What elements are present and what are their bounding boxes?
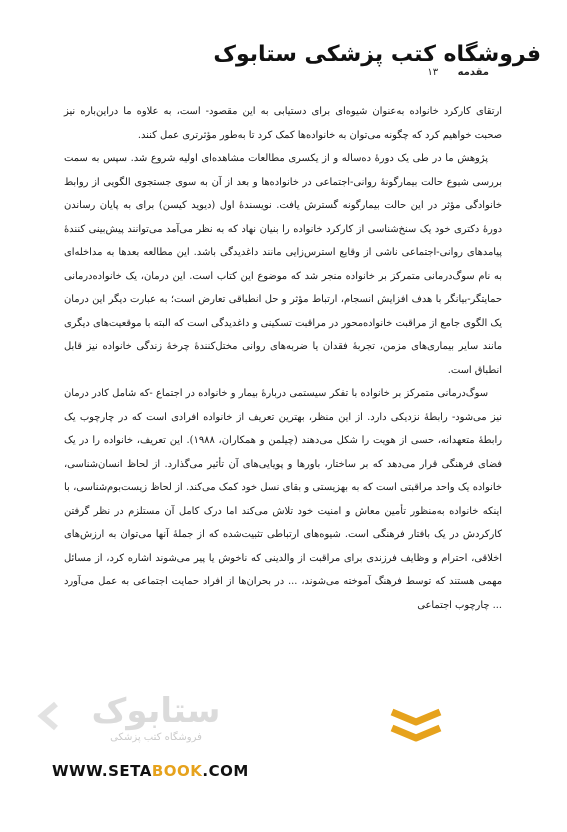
- watermark-logo: [36, 686, 266, 746]
- footer-url-suffix: .COM: [202, 762, 249, 780]
- footer-url: [52, 762, 249, 780]
- watermark-brand: ستابوک: [91, 691, 221, 731]
- watermark-tagline: فروشگاه کتب پزشکی: [110, 732, 202, 743]
- section-title: مقدمه: [457, 67, 489, 78]
- paragraph-3: سوگ‌درمانی متمرکز بر خانواده با تفکر سیستمی دربارهٔ بیمار و خانواده در اجتماع -که شامل کادر درمان نیز می‌شود- رابطهٔ نزدیکی دارد. از این منظر، بهترین تعریف از خانواده افرادی است که در چارچوب یک رابطهٔ متعهدانه، حسی از هویت را شکل می‌دهند (چیلمن و همکاران، ۱۹۸۸). این تعریف، خانواده را در یک فضای فرهنگی قرار می‌دهد که بر ساختار، باورها و پویایی‌های آن تأثیر می‌گذارد. از لحاظ انسان‌شناسی، خانواده یک واحد مراقبتی است که به بهزیستی و بقای نسل خود کمک می‌کند. از لحاظ زیست‌بوم‌شناسی، با اینکه خانواده به‌منظور تأمین معاش و امنیت خود تلاش می‌کند اما درک کامل آن مستلزم در نظر گرفتن کارکردش در یک بافتار فرهنگی است. شیوه‌های ارتباطی تثبیت‌شده که از جملهٔ آنها می‌توان به ارزش‌های اخلاقی، احترام و وظایف فرزندی برای مراقبت از والدینی که ناخوش یا پیر می‌شوند اشاره کرد، از مسائل مهمی هستند که توسط فرهنگ آموخته می‌شوند، ... در بحران‌ها از افراد حمایت اجتماعی به عمل می‌آورد ... چارچوب اجتماعی: [64, 388, 502, 611]
- page-number: ۱۳: [427, 67, 439, 78]
- footer-url-prefix: WWW.SETA: [52, 762, 152, 780]
- paragraph-2: پژوهش ما در طی یک دورهٔ ده‌ساله و از یکسری مطالعات مشاهده‌ای اولیه شروع شد. سپس به سمت بررسی شیوع حالت بیمارگونهٔ روانی-اجتماعی در خانواده‌ها و بعد از آن به سوی جستجوی الگویی از روابط خانوادگی مؤثر در این حالت بیمارگونه گسترش یافت. نویسندهٔ اول (دیوید کیسن) برای به پایان رساندن دورهٔ دکتری خود یک سنخ‌شناسی از کارکرد خانواده را بنیان نهاد که به نظر می‌آمد می‌توانند پیش‌بینی کنندهٔ پیامدهای روانی-اجتماعی ناشی از وقایع استرس‌زایی مانند داغدیدگی باشد. این مطالعه بعدها به مداخله‌ای به نام سوگ‌درمانی متمرکز بر خانواده منجر شد که موضوع این کتاب است. این درمان، یک خانواده‌درمانی حمایتگر-بیانگر با هدف افزایش انسجام، ارتباط مؤثر و حل انطباقی تعارض است؛ به عبارت دیگر این درمان یک الگوی جامع از مراقبت خانواده‌محور در مراقبت تسکینی و داغدیدگی است که البته با موقعیت‌های دیگری مانند سایر بیماری‌های مزمن، تجربهٔ فقدان یا ضربه‌های روانی مختل‌کنندهٔ چرخهٔ زندگی خانواده نیز قابل انطباق است.: [64, 153, 502, 376]
- store-title: فروشگاه کتب پزشکی ستابوک: [213, 42, 541, 67]
- paragraph-1: ارتقای کارکرد خانواده به‌عنوان شیوه‌ای برای دستیابی به این مقصود- است، به علاوه ما دراین‌باره نیز صحبت خواهیم کرد که چگونه می‌توان به خانواده‌ها کمک کرد تا به‌طور مؤثرتری عمل کنند.: [64, 106, 502, 141]
- book-logo-icon: [388, 702, 444, 752]
- body-text: [64, 100, 502, 617]
- footer-url-accent: BOOK: [151, 762, 203, 780]
- running-head: [427, 67, 489, 78]
- watermark-chevron-icon: [42, 704, 56, 728]
